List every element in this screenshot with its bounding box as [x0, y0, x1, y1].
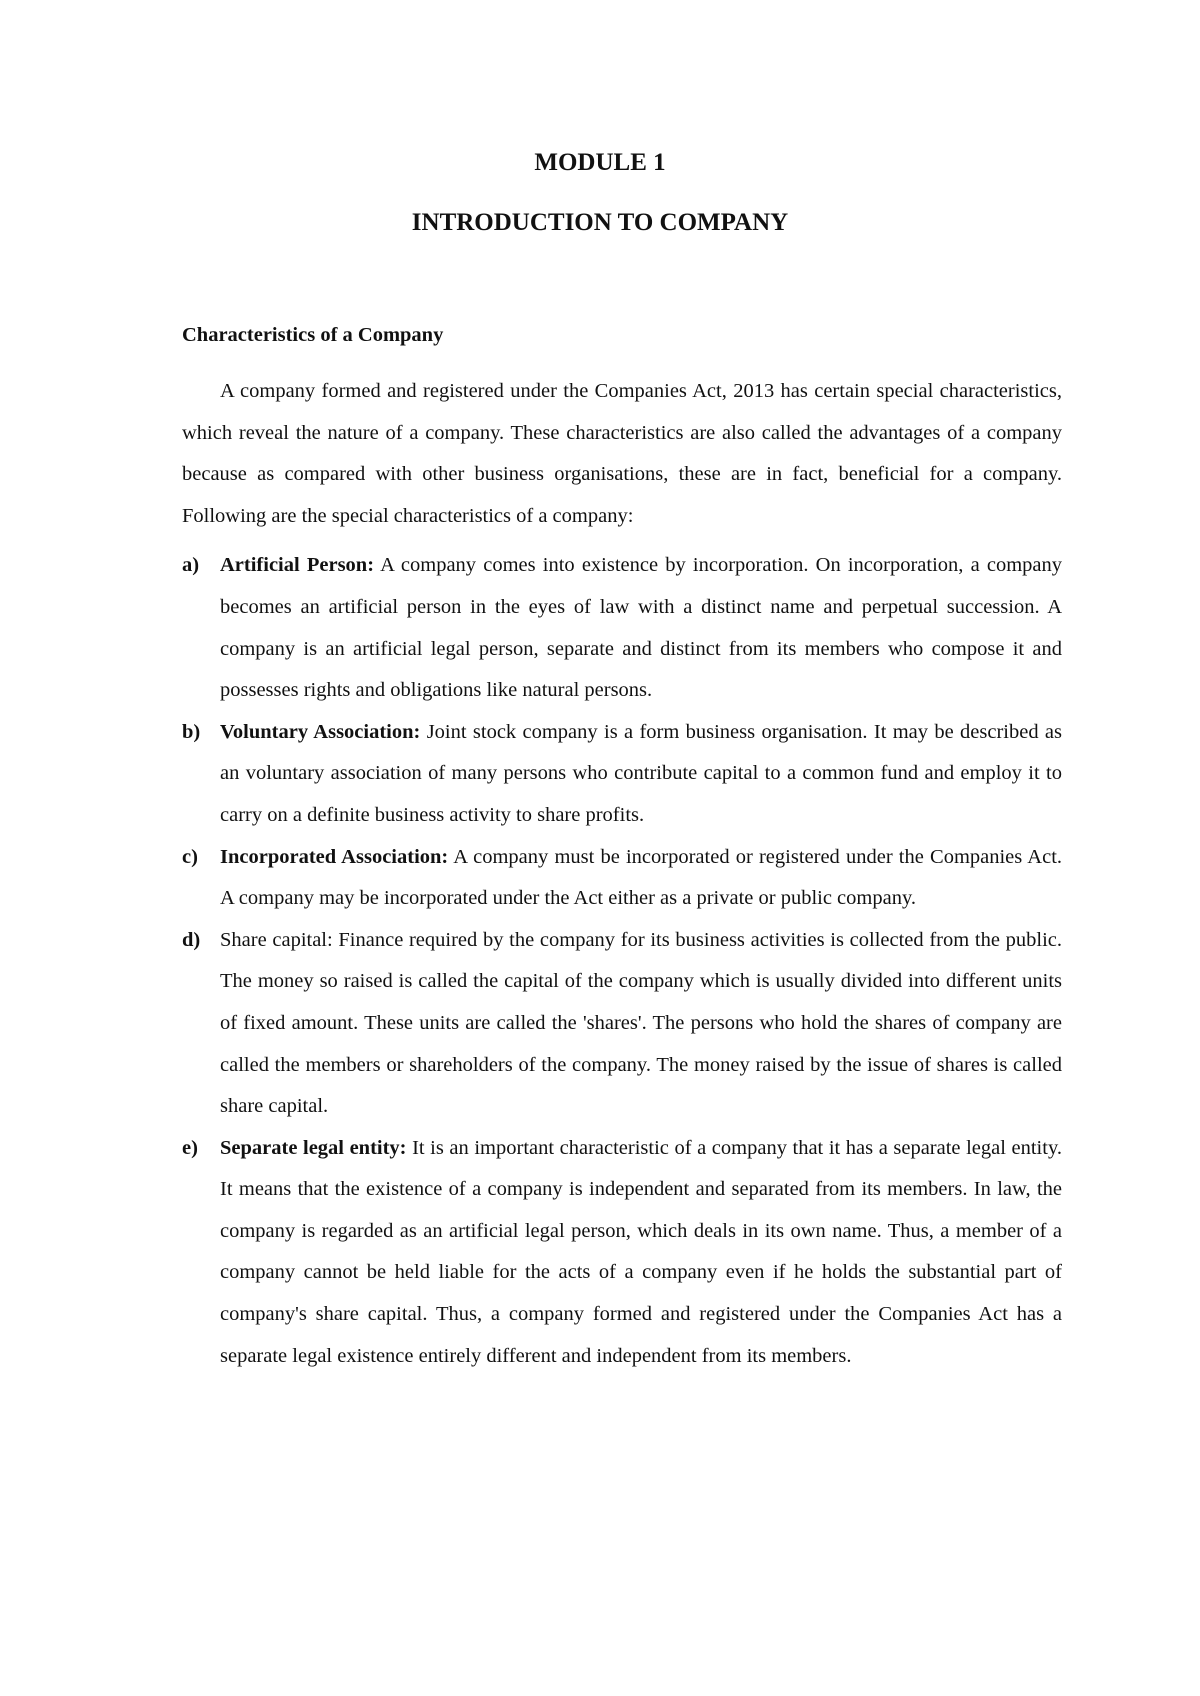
list-item-incorporated-association: [182, 837, 1062, 920]
item-term: Voluntary Association:: [220, 720, 421, 743]
module-title: MODULE 1: [534, 149, 666, 176]
characteristics-list: [182, 545, 1062, 1377]
list-marker: c): [182, 845, 198, 868]
item-term: Separate legal entity:: [220, 1136, 407, 1159]
list-item-voluntary-association: [182, 712, 1062, 837]
list-marker: a): [182, 554, 200, 577]
page-title: INTRODUCTION TO COMPANY: [411, 209, 789, 236]
item-term: Artificial Person:: [220, 554, 375, 577]
item-text: Joint stock company is a form business organisation. It may be described as an voluntary association of many persons who contribute capital to a common fund and employ it to carry on a definite business activity to share profits.: [220, 720, 1062, 826]
item-text: It is an important characteristic of a company that it has a separate legal entity. It means that the existence of a company is independent and separated from its members. In law, the company is regarded as an artificial legal person, which deals in its own name. Thus, a member of a company cannot be held liable for the acts of a company even if he holds the substantial part of company's share capital. Thus, a company formed and registered under the Companies Act has a separate legal existence entirely different and independent from its members.: [220, 1136, 1062, 1367]
list-marker: e): [182, 1136, 198, 1159]
list-item-artificial-person: [182, 545, 1062, 711]
item-text: A company must be incorporated or registered under the Companies Act. A company may be incorporated under the Act either as a private or public company.: [220, 845, 1063, 910]
list-item-separate-legal-entity: [182, 1128, 1062, 1378]
intro-paragraph: A company formed and registered under the Companies Act, 2013 has certain special characteristics, which reveal the nature of a company. These characteristics are also called the advantages of a company because as compared with other business organisations, these are in fact, beneficial for a company. Following are the special characteristics of a company:: [182, 380, 1062, 527]
list-item-share-capital: [182, 920, 1062, 1128]
item-term: Incorporated Association:: [220, 845, 449, 868]
section-heading: Characteristics of a Company: [182, 324, 444, 346]
document-body: [182, 371, 1062, 1377]
item-text: Share capital: Finance required by the company for its business activities is collected from the public. The money so raised is called the capital of the company which is usually divided into different units of fixed amount. These units are called the 'shares'. The persons who hold the shares of company are called the members or shareholders of the company. The money raised by the issue of shares is called share capital.: [220, 928, 1062, 1118]
list-marker: d): [182, 928, 201, 951]
list-marker: b): [182, 720, 201, 743]
item-text: A company comes into existence by incorporation. On incorporation, a company becomes an artificial person in the eyes of law with a distinct name and perpetual succession. A company is an artificial legal person, separate and distinct from its members who compose it and possesses rights and obligations like natural persons.: [220, 554, 1062, 702]
